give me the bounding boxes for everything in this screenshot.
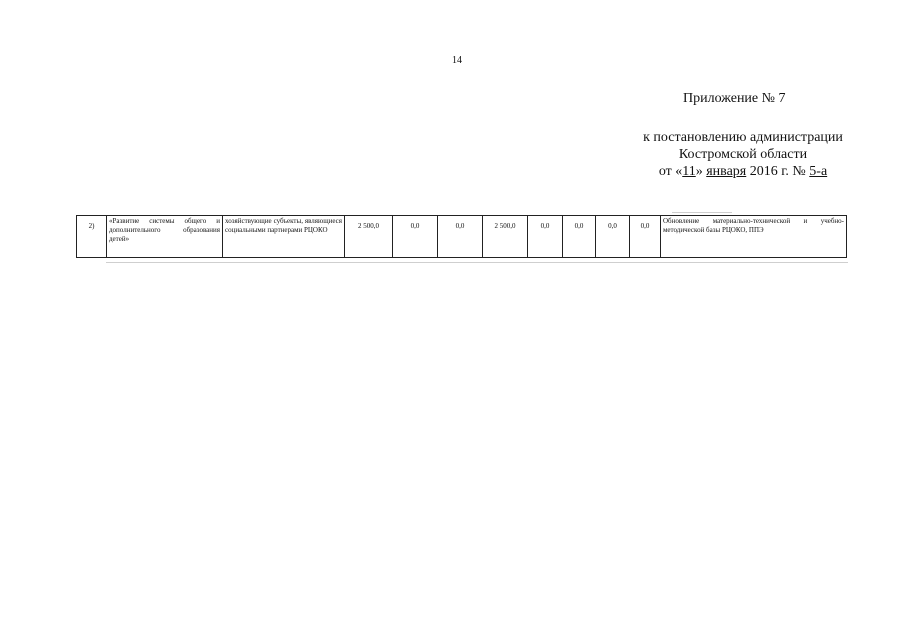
page-number: 14 (452, 55, 462, 66)
date-mid: » (695, 164, 707, 179)
value-cell: 0,0 (528, 216, 563, 258)
value-cell: 0,0 (596, 216, 630, 258)
date-month: января (706, 164, 747, 179)
appendix-title: Приложение № 7 (683, 91, 786, 106)
value-total: 2 500,0 (345, 216, 393, 258)
value-cell: 0,0 (563, 216, 596, 258)
scan-artifact-line (672, 212, 732, 213)
value-cell: 2 500,0 (483, 216, 528, 258)
decree-number: 5-а (809, 164, 828, 179)
table-row (77, 216, 847, 258)
purpose: Обновление материально-технической и учебно-методической базы РЦОКО, ППЭ (661, 216, 847, 258)
decree-line-2: Костромской области (678, 147, 808, 162)
value-cell: 0,0 (393, 216, 438, 258)
decree-date-line (618, 163, 868, 180)
funding-table (76, 215, 847, 258)
value-cell: 0,0 (438, 216, 483, 258)
row-index: 2) (77, 216, 107, 258)
decree-line-1: к постановлению администрации (643, 130, 843, 145)
date-day: 11 (682, 164, 696, 179)
decree-reference (618, 129, 868, 180)
date-prefix: от « (658, 164, 683, 179)
scan-artifact-line (106, 262, 848, 263)
date-year: 2016 г. № (746, 164, 810, 179)
value-cell: 0,0 (630, 216, 661, 258)
program-name: «Развитие системы общего и дополнительного образования детей» (107, 216, 223, 258)
recipients: хозяйствующие субъекты, являющиеся социальными партнерами РЦОКО (223, 216, 345, 258)
